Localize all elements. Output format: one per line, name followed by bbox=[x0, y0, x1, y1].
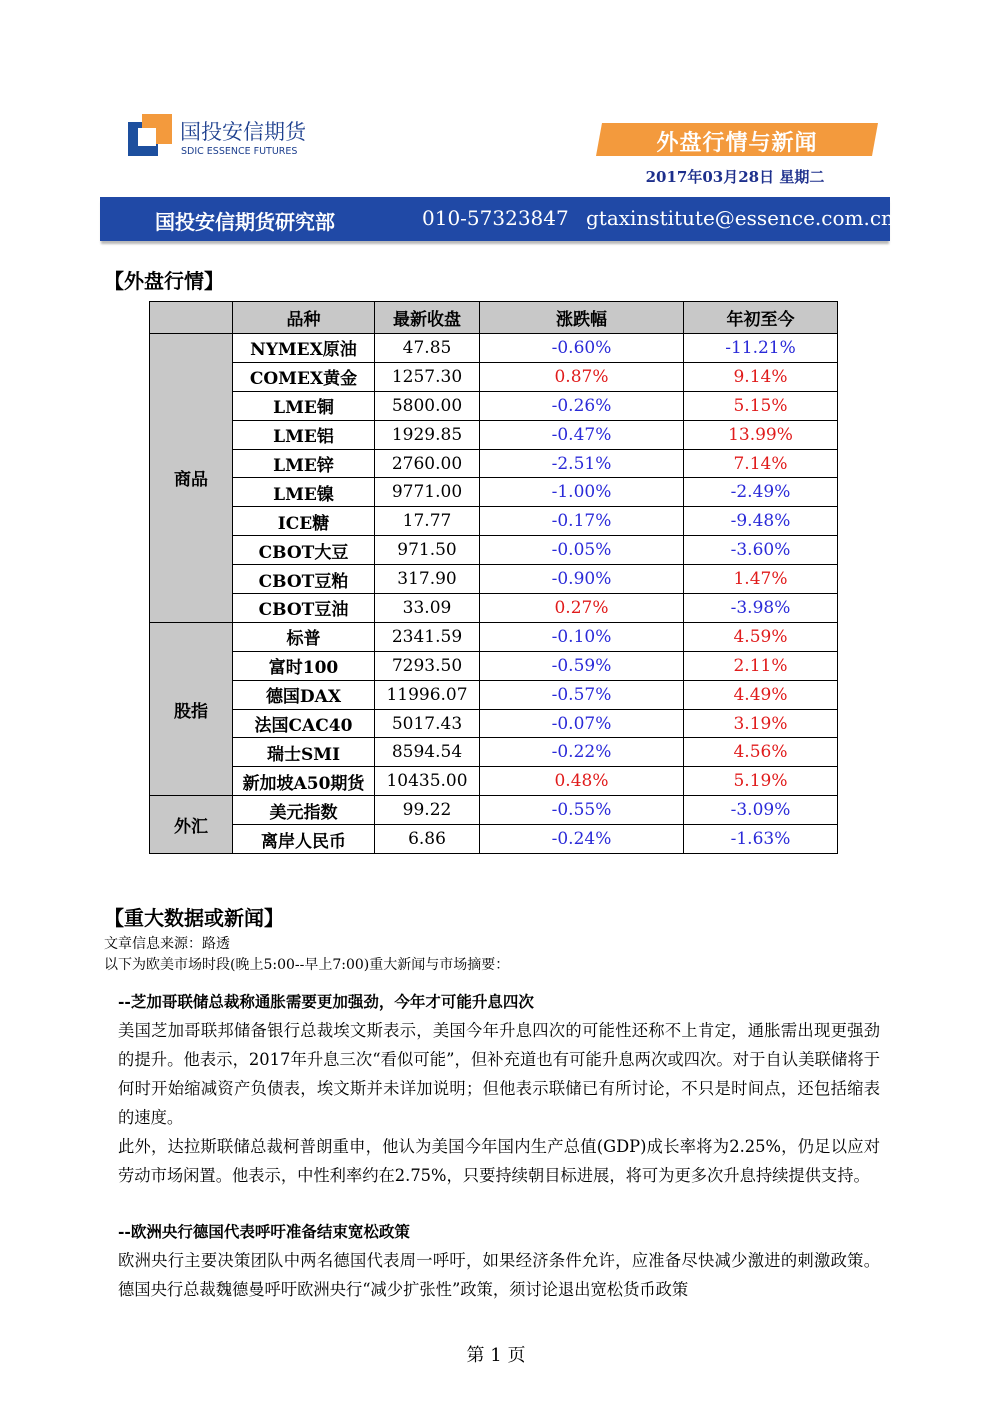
close-price: 17.77 bbox=[375, 507, 480, 536]
ytd-change: -3.09% bbox=[684, 796, 838, 825]
daily-change: -0.47% bbox=[480, 420, 684, 449]
close-price: 8594.54 bbox=[375, 738, 480, 767]
close-price: 6.86 bbox=[375, 825, 480, 854]
table-row bbox=[150, 709, 838, 738]
contact-phone: 010-57323847 bbox=[422, 206, 569, 230]
table-row bbox=[150, 420, 838, 449]
ytd-change: 4.56% bbox=[684, 738, 838, 767]
ytd-change: -11.21% bbox=[684, 334, 838, 363]
market-heading: 【外盘行情】 bbox=[104, 269, 224, 293]
instrument-name: 富时100 bbox=[233, 651, 375, 680]
header-group bbox=[150, 302, 233, 334]
header-close: 最新收盘 bbox=[375, 302, 480, 334]
instrument-name: 瑞士SMI bbox=[233, 738, 375, 767]
close-price: 5017.43 bbox=[375, 709, 480, 738]
table-row bbox=[150, 622, 838, 651]
daily-change: -2.51% bbox=[480, 449, 684, 478]
ytd-change: 2.11% bbox=[684, 651, 838, 680]
daily-change: -0.17% bbox=[480, 507, 684, 536]
ytd-change: 4.59% bbox=[684, 622, 838, 651]
daily-change: -0.57% bbox=[480, 680, 684, 709]
table-row bbox=[150, 362, 838, 391]
close-price: 10435.00 bbox=[375, 767, 480, 796]
page-number: 第 1 页 bbox=[466, 1345, 526, 1366]
header-ytd: 年初至今 bbox=[684, 302, 838, 334]
daily-change: -0.10% bbox=[480, 622, 684, 651]
daily-change: 0.27% bbox=[480, 594, 684, 623]
close-price: 47.85 bbox=[375, 334, 480, 363]
instrument-name: LME铝 bbox=[233, 420, 375, 449]
table-row bbox=[150, 680, 838, 709]
news-paragraph: 此外，达拉斯联储总裁柯普朗重申，他认为美国今年国内生产总值(GDP)成长率将为2.25%，仍足以应对劳动市场闲置。他表示，中性利率约在2.75%，只要持续朝目标进展，将可为更多次升息持续提供支持。 bbox=[118, 1137, 880, 1185]
table-row bbox=[150, 449, 838, 478]
company-logo bbox=[128, 112, 308, 162]
report-title: 外盘行情与新闻 bbox=[656, 130, 818, 156]
close-price: 11996.07 bbox=[375, 680, 480, 709]
daily-change: -1.00% bbox=[480, 478, 684, 507]
contact-bar bbox=[100, 197, 894, 241]
ytd-change: -3.98% bbox=[684, 594, 838, 623]
group-label: 商品 bbox=[150, 334, 233, 623]
table-row bbox=[150, 825, 838, 854]
news-intro: 以下为欧美市场时段(晚上5:00--早上7:00)重大新闻与市场摘要： bbox=[104, 957, 510, 973]
ytd-change: 7.14% bbox=[684, 449, 838, 478]
close-price: 317.90 bbox=[375, 565, 480, 594]
ytd-change: 4.49% bbox=[684, 680, 838, 709]
news-paragraph: 美国芝加哥联邦储备银行总裁埃文斯表示，美国今年升息四次的可能性还称不上肯定，通胀需出现更强劲的提升。他表示，2017年升息三次“看似可能”，但补充道也有可能升息两次或四次。对于自认美联储将于何时开始缩减资产负债表，埃文斯并未详加说明；但他表示联储已有所讨论，不只是时间点，还包括缩表的速度。 bbox=[118, 1021, 880, 1127]
news-section bbox=[104, 934, 884, 1304]
instrument-name: CBOT豆粕 bbox=[233, 565, 375, 594]
table-row bbox=[150, 796, 838, 825]
instrument-name: ICE糖 bbox=[233, 507, 375, 536]
market-table bbox=[149, 301, 838, 854]
close-price: 5800.00 bbox=[375, 391, 480, 420]
report-date: 2017年03月28日 星期二 bbox=[645, 168, 825, 186]
logo-english-name: SDIC ESSENCE FUTURES bbox=[181, 146, 298, 157]
table-header-row bbox=[150, 302, 838, 334]
ytd-change: -3.60% bbox=[684, 536, 838, 565]
ytd-change: 1.47% bbox=[684, 565, 838, 594]
daily-change: -0.22% bbox=[480, 738, 684, 767]
table-row bbox=[150, 478, 838, 507]
instrument-name: NYMEX原油 bbox=[233, 334, 375, 363]
ytd-change: 5.15% bbox=[684, 391, 838, 420]
ytd-change: 13.99% bbox=[684, 420, 838, 449]
instrument-name: 标普 bbox=[233, 622, 375, 651]
news-item-title: --欧洲央行德国代表呼吁准备结束宽松政策 bbox=[118, 1222, 410, 1241]
table-row bbox=[150, 507, 838, 536]
daily-change: 0.87% bbox=[480, 362, 684, 391]
daily-change: -0.60% bbox=[480, 334, 684, 363]
ytd-change: 5.19% bbox=[684, 767, 838, 796]
ytd-change: -1.63% bbox=[684, 825, 838, 854]
table-row bbox=[150, 738, 838, 767]
instrument-name: 法国CAC40 bbox=[233, 709, 375, 738]
table-row bbox=[150, 334, 838, 363]
close-price: 7293.50 bbox=[375, 651, 480, 680]
header-change: 涨跌幅 bbox=[480, 302, 684, 334]
group-label: 外汇 bbox=[150, 796, 233, 854]
instrument-name: 新加坡A50期货 bbox=[233, 767, 375, 796]
close-price: 2341.59 bbox=[375, 622, 480, 651]
table-row bbox=[150, 767, 838, 796]
table-row bbox=[150, 651, 838, 680]
news-item-title: --芝加哥联储总裁称通胀需要更加强劲，今年才可能升息四次 bbox=[118, 992, 534, 1011]
close-price: 9771.00 bbox=[375, 478, 480, 507]
logo-chinese-name: 国投安信期货 bbox=[180, 120, 306, 144]
daily-change: 0.48% bbox=[480, 767, 684, 796]
close-price: 1257.30 bbox=[375, 362, 480, 391]
daily-change: -0.24% bbox=[480, 825, 684, 854]
title-banner bbox=[596, 123, 878, 156]
close-price: 2760.00 bbox=[375, 449, 480, 478]
news-heading: 【重大数据或新闻】 bbox=[104, 906, 284, 930]
table-row bbox=[150, 565, 838, 594]
instrument-name: 离岸人民币 bbox=[233, 825, 375, 854]
table-row bbox=[150, 391, 838, 420]
table-row bbox=[150, 594, 838, 623]
instrument-name: 德国DAX bbox=[233, 680, 375, 709]
instrument-name: LME镍 bbox=[233, 478, 375, 507]
instrument-name: LME铜 bbox=[233, 391, 375, 420]
contact-email[interactable]: gtaxinstitute@essence.com.cn bbox=[586, 206, 894, 230]
ytd-change: 3.19% bbox=[684, 709, 838, 738]
instrument-name: CBOT豆油 bbox=[233, 594, 375, 623]
news-paragraph: 欧洲央行主要决策团队中两名德国代表周一呼吁，如果经济条件允许，应准备尽快减少激进的刺激政策。德国央行总裁魏德曼呼吁欧洲央行“减少扩张性”政策，须讨论退出宽松货币政策 bbox=[118, 1251, 880, 1299]
ytd-change: 9.14% bbox=[684, 362, 838, 391]
daily-change: -0.26% bbox=[480, 391, 684, 420]
daily-change: -0.07% bbox=[480, 709, 684, 738]
table-row bbox=[150, 536, 838, 565]
instrument-name: 美元指数 bbox=[233, 796, 375, 825]
instrument-name: COMEX黄金 bbox=[233, 362, 375, 391]
close-price: 33.09 bbox=[375, 594, 480, 623]
daily-change: -0.59% bbox=[480, 651, 684, 680]
instrument-name: CBOT大豆 bbox=[233, 536, 375, 565]
daily-change: -0.05% bbox=[480, 536, 684, 565]
ytd-change: -9.48% bbox=[684, 507, 838, 536]
ytd-change: -2.49% bbox=[684, 478, 838, 507]
research-dept: 国投安信期货研究部 bbox=[155, 210, 335, 234]
daily-change: -0.55% bbox=[480, 796, 684, 825]
header-item: 品种 bbox=[233, 302, 375, 334]
close-price: 99.22 bbox=[375, 796, 480, 825]
instrument-name: LME锌 bbox=[233, 449, 375, 478]
close-price: 971.50 bbox=[375, 536, 480, 565]
logo-mark-icon bbox=[128, 114, 172, 158]
daily-change: -0.90% bbox=[480, 565, 684, 594]
news-source: 文章信息来源：路透 bbox=[104, 936, 230, 952]
close-price: 1929.85 bbox=[375, 420, 480, 449]
group-label: 股指 bbox=[150, 622, 233, 795]
